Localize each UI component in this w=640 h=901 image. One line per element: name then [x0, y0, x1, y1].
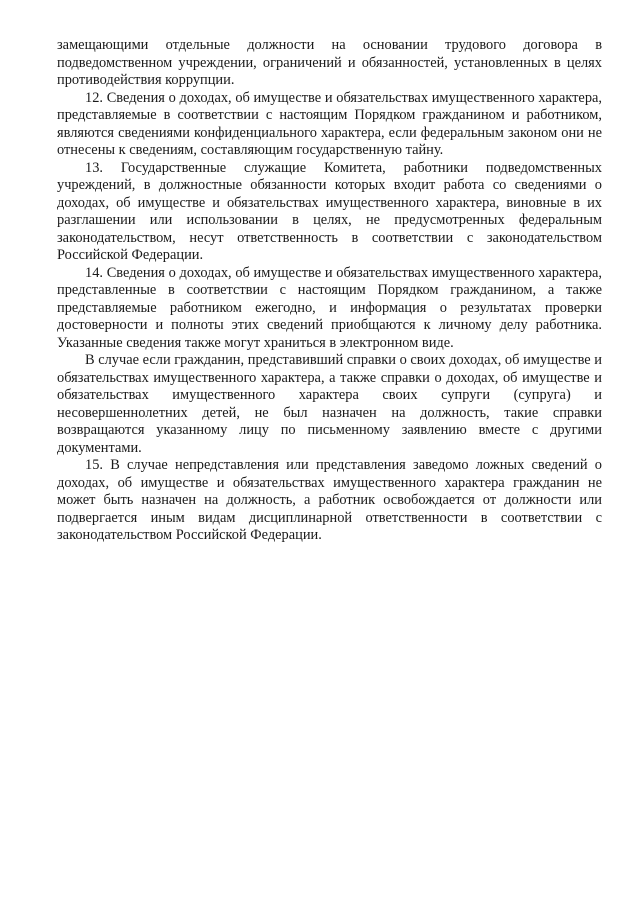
document-body — [57, 37, 602, 545]
paragraph-15: 15. В случае непредставления или представления заведомо ложных сведений о доходах, об имуществе и обязательствах имущественного характера гражданин не может быть назначен на должность, а работник освобождается от должности или подвергается иным видам дисциплинарной ответственности в соответствии с законодательством Российской Федерации. — [57, 457, 602, 543]
paragraph-13: 13. Государственные служащие Комитета, работники подведомственных учреждений, в должностные обязанности которых входит работа со сведениями о доходах, об имуществе и обязательствах имущественного характера, виновные в их разглашении или использовании в целях, не предусмотренных федеральным законодательством, несут ответственность в соответствии с законодательством Российской Федерации. — [57, 159, 602, 263]
paragraph-14-returned-documents: В случае если гражданин, представивший справки о своих доходах, об имуществе и обязательствах имущественного характера, а также справки о доходах, об имуществе и обязательствах имущественного характера своих супруги (супруга) и несовершеннолетних детей, не был назначен на должность, такие справки возвращаются указанному лицу по письменному заявлению вместе с другими документами. — [57, 352, 602, 456]
paragraph-12: 12. Сведения о доходах, об имуществе и обязательствах имущественного характера, представляемые в соответствии с настоящим Порядком гражданином и работником, являются сведениями конфиденциального характера, если федеральным законом они не отнесены к сведениям, составляющим государственную тайну. — [57, 89, 602, 158]
paragraph-continuation: замещающими отдельные должности на основании трудового договора в подведомственном учреждении, ограничений и обязанностей, установленных в целях противодействия коррупции. — [57, 37, 602, 88]
paragraph-14: 14. Сведения о доходах, об имуществе и обязательствах имущественного характера, представленные в соответствии с настоящим Порядком гражданином, а также представляемые работником ежегодно, и информация о результатах проверки достоверности и полноты этих сведений приобщаются к личному делу работника. Указанные сведения также могут храниться в электронном виде. — [57, 264, 602, 351]
